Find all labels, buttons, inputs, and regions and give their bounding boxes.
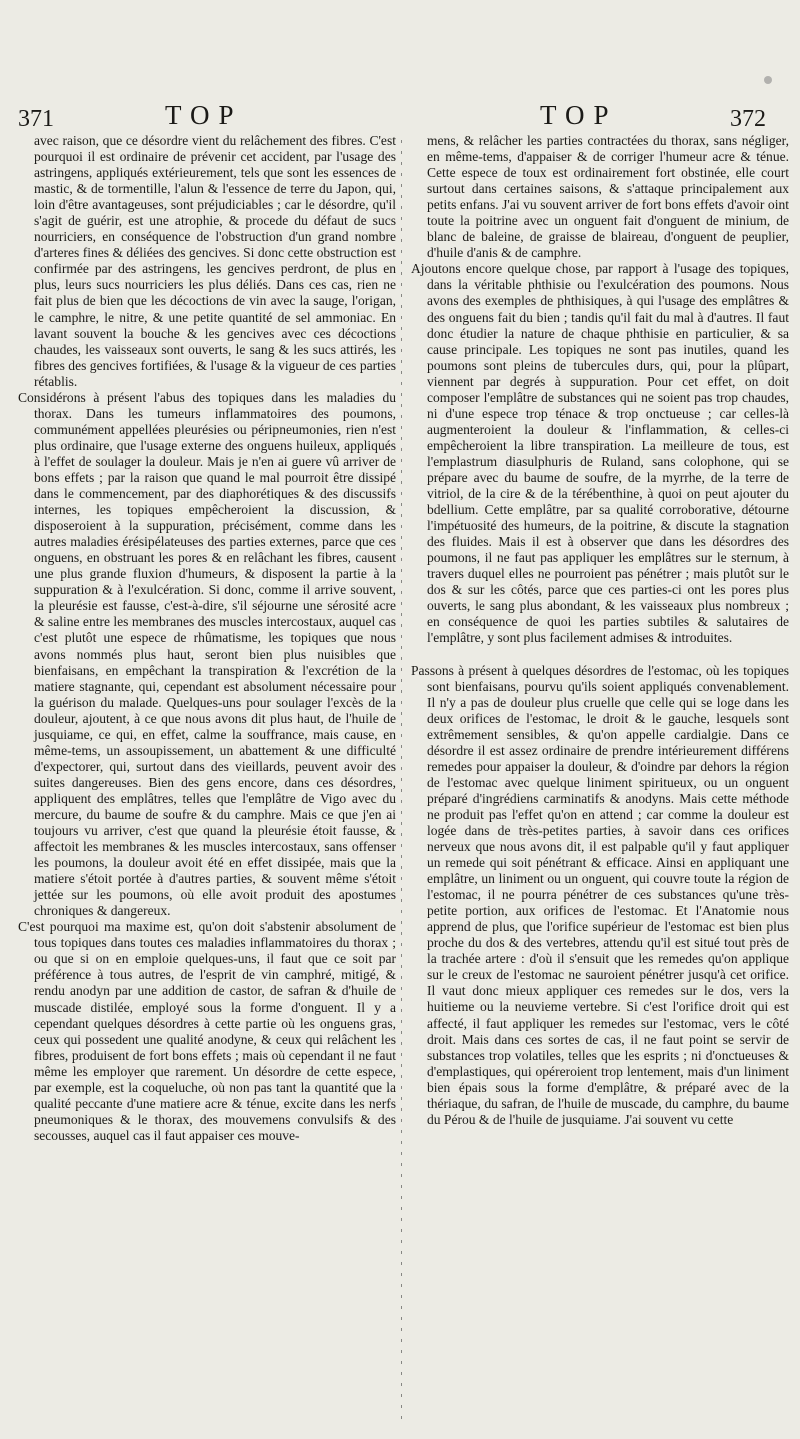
right-running-head: TOP — [540, 100, 618, 130]
paragraph: avec raison, que ce désordre vient du relâchement des fibres. C'est pourquoi il est ordinaire de prévenir cet accident, par l'usage des astringens, appliqués extérieurement, tels que sont les essences de mastic, & de tormentille, l'alun & l'essence de terre du Japon, qui, loin d'être avantageuses, sont préjudiciables ; car le désordre, qu'il s'agit de guérir, est une atrophie, & procede du défaut de sucs nourriciers, en conséquence de l'obstruction d'un grand nombre d'arteres fines & déliées des gencives. Si donc cette obstruction est confirmée par des astringens, les gencives perdront, de plus en plus, leurs sucs nourriciers les plus déliés. Dans ces cas, rien ne fait plus de bien que les décoctions de vin avec la sauge, l'origan, le camphre, le nitre, & une petite quantité de sel ammoniac. En lavant souvent la bouche & les gencives avec ces décoctions chaudes, les vaisseaux sont ouverts, le sang & les sucs attirés, les fibres des gencives fortifiées, & l'usage & la vigueur de ces parties rétablis. — [34, 133, 396, 389]
right-page-number: 372 — [730, 106, 766, 132]
paragraph: mens, & relâcher les parties contractées du thorax, sans négliger, en même-tems, d'appaiser & de corriger l'humeur acre & ténue. Cette espece de toux est ordinairement fort obstinée, elle court surtout dans certaines saisons, & s'attaque principalement aux petits enfans. J'ai vu souvent arriver de fort bons effets d'avoir oint toute la poitrine avec un onguent fait d'onguent de minium, de blanc de baleine, de graisse de blaireau, d'onguent de peuplier, d'huile d'anis & de camphre. — [427, 133, 789, 261]
paragraph: C'est pourquoi ma maxime est, qu'on doit s'abstenir absolument de tous topiques dans toutes ces maladies inflammatoires du thorax ; ou que si on en emploie quelques-uns, il faut que ce soit par préférence à tous autres, de l'esprit de vin camphré, mitigé, & rendu anodyn par une addition de castor, de safran & d'huile de muscade distilée, employé sous la forme d'onguent. Il y a cependant quelques désordres à cette partie où les onguens gras, ceux qui possedent une qualité anodyne, & ceux qui relâchent les fibres, produisent de fort bons effets ; mais où cependant il ne faut même les employer que rarement. Un désordre de cette espece, par exemple, est la coqueluche, où non pas tant la quantité que la qualité peccante d'une matiere acre & ténue, excite dans les nerfs pneumoniques & le thorax, des mouvemens convulsifs & des secousses, auquel cas il faut appaiser ces mouve- — [18, 919, 396, 1143]
ink-spot — [764, 76, 772, 84]
paragraph: Ajoutons encore quelque chose, par rapport à l'usage des topiques, dans la véritable phthisie ou l'exulcération des poumons. Nous avons des exemples de phthisiques, à qui l'usage des emplâtres & des onguens fait du bien ; tandis qu'il fait du mal à d'autres. Il faut donc étudier la nature de chaque phthisie en particulier, & sa cause principale. Les topiques ne sont pas inutiles, quand les poumons sont pleins de tubercules durs, qui, pour la plûpart, viennent par degrés à suppuration. Pour cet effet, on doit composer l'emplâtre de substances qui ne soient pas trop chaudes, ni d'une espece trop ténace & trop onctueuse ; car celles-là augmenteroient la douleur & l'inflammation, & celles-ci empêcheroient la libre transpiration. La meilleure de tous, est l'emplastrum diasulphuris de Ruland, sans colophone, qui se prépare avec du baume de soufre, de la myrrhe, de la terre de vitriol, de la cire & de la térébenthine, à quoi on peut ajouter du bdellium. Cette emplâtre, par sa qualité corroborative, détourne l'impétuosité des humeurs, de la poitrine, & discute la stagnation des fluides. Mais il est à observer que dans les désordres des poumons, il ne faut pas appliquer les emplâtres sur le sternum, à travers duquel elles ne pourroient pas pénétrer ; mais plutôt sur le dos & sur les côtés, parce que ces parties-ci ont les pores plus ouverts, le sang plus abondant, & les vaisseaux plus nombreux ; en conséquence de quoi les parties subtiles & salutaires de l'emplâtre, y sont plus facilement admises & introduites. — [411, 261, 789, 646]
column-divider — [401, 140, 402, 1420]
left-running-head: TOP — [165, 100, 243, 130]
left-column — [18, 133, 396, 1428]
paragraph: Passons à présent à quelques désordres de l'estomac, où les topiques sont bienfaisans, pourvu qu'ils soient appliqués convenablement. Il n'y a pas de douleur plus cruelle que celle qui se loge dans les deux orifices de l'estomac, le droit & le gauche, lesquels sont extrêmement sensibles, & qu'on appelle cardialgie. Dans ce désordre il est assez ordinaire de prendre intérieurement différens remedes pour appaiser la douleur, & d'oindre par dehors la région de l'estomac avec quelque liniment spiritueux, ou un onguent préparé d'ingrédiens carminatifs & anodyns. Mais cette méthode ne produit pas l'effet qu'on en attend ; car comme la douleur est logée dans de très-petites parties, à savoir dans ces orifices nerveux que nous avons dit, il est palpable qu'il y faut appliquer un remede qui soit pénétrant & efficace. Ainsi en appliquant une emplâtre, un liniment ou un onguent, qui couvre toute la région de l'estomac, il ne pourra pénétrer de ces substances qu'une très-petite portion, aux orifices de l'estomac. Et l'Anatomie nous apprend de plus, que l'orifice supérieur de l'estomac est bien plus proche du dos & des vertebres, attendu qu'il est situé tout près de la trachée artere : d'où il s'ensuit que les remedes qu'on applique sur le creux de l'estomac ne sauroient pénétrer jusqu'à cet orifice. Il vaut donc mieux appliquer ces remedes sur le dos, vers la huitieme ou la neuvieme vertebre. Si c'est l'orifice droit qui est affecté, il faut appliquer les remedes sur l'estomac, vers le côté droit. Mais dans ces sortes de cas, il ne faut point se servir de substances trop volatiles, telles que les esprits ; ni d'onctueuses & d'emplastiques, qui opéreroient trop lentement, mais d'un liniment bien épais sous la forme d'emplâtre, & préparé avec de la thériaque, du safran, de l'huile de muscade, du camphre, du baume du Pérou & de l'huile de jusquiame. J'ai souvent vu cette — [411, 662, 789, 1127]
paragraph-gap — [411, 647, 789, 663]
paragraph: Considérons à présent l'abus des topiques dans les maladies du thorax. Dans les tumeurs inflammatoires des poumons, communément appellées pleurésies ou péripneumonies, rien n'est plus ordinaire, que l'usage externe des onguens huileux, appliqués à l'effet de soulager la douleur. Mais je n'en ai guere vû arriver de bons effets ; par la raison que quand le mal pourroit être dissipé dans le commencement, par des diaphorétiques & des discussifs internes, les topiques empêcheroient la discussion, & disposeroient à la suppuration, précisément, comme dans les autres maladies érésipélateuses des parties externes, parce que ces onguens, en obstruant les pores & en relâchant les fibres, causent une plus grande fluxion d'humeurs, & disposent la partie à la suppuration & à l'exulcération. Si donc, comme il arrive souvent, la pleurésie est fausse, c'est-à-dire, s'il séjourne une sérosité acre & saline entre les membranes des muscles intercostaux, auquel cas c'est plutôt une espece de rhûmatisme, les topiques que nous avons nommés plus haut, seront bien plus nuisibles que bienfaisans, en empêchant la transpiration & l'excrétion de la matiere stagnante, qui, cependant est absolument nécessaire pour la guérison du malade. Quelques-uns pour soulager l'excès de la douleur, ajoutent, à ce que nous avons dit plus haut, de l'huile de jusquiame, ce qui, en effet, calme la souffrance, mais cause, en même-tems, un assoupissement, un abattement & une difficulté d'expectorer, qui, surtout dans des vieillards, peuvent avoir des suites dangereuses. Bien des gens encore, dans ces désordres, appliquent des emplâtres, telles que l'emplâtre de Vigo avec du mercure, du baume de soufre & du camphre. Mais ce que j'en ai toujours vu arriver, c'est que quand la pleurésie étoit fausse, & affectoit les membranes & les muscles intercostaux, sans offenser les poumons, la douleur avoit été en effet dissipée, mais que la matiere s'étoit portée à d'autres parties, & souvent même s'étoit jettée sur les poumons, où elle avoit produit des apostumes chroniques & dangereux. — [18, 389, 396, 919]
left-page-number: 371 — [18, 106, 54, 132]
right-column — [411, 133, 789, 1428]
